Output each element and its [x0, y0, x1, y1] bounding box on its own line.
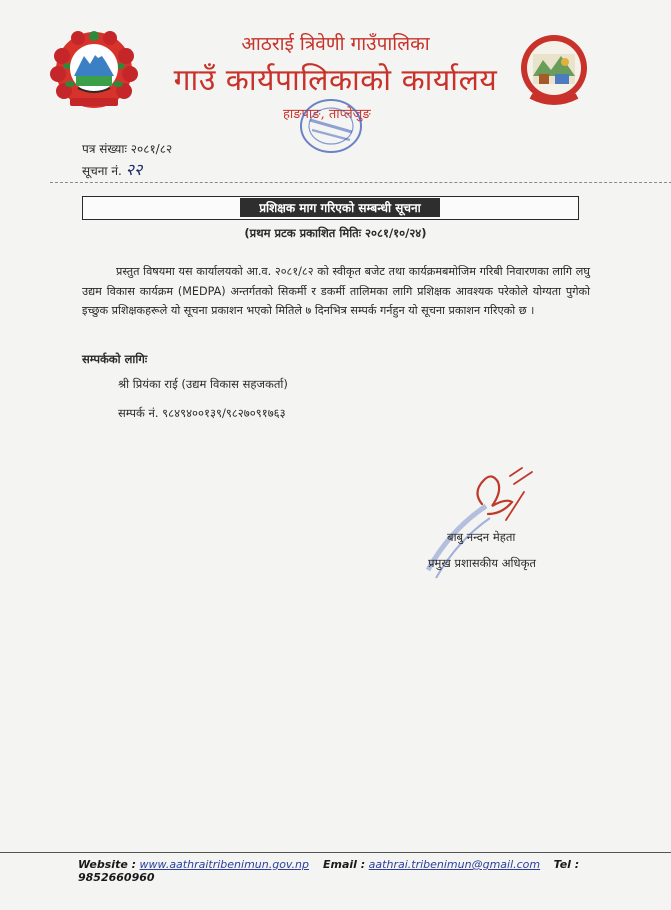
- notice-number: [82, 158, 142, 180]
- letter-number-label: पत्र संख्याः: [82, 142, 127, 156]
- telephone-number: 9852660960: [78, 871, 155, 884]
- rural-municipality-name: आठराई त्रिवेणी गाउँपालिका: [241, 33, 430, 55]
- contact-phone: सम्पर्क नं. ९८४९४००१३९/९८२७०९१७६३: [118, 406, 286, 420]
- signatory-name: बाबु नन्दन मेहता: [447, 530, 516, 544]
- email-link[interactable]: aathrai.tribenimun@gmail.com: [368, 858, 541, 871]
- notice-subject: प्रशिक्षक माग गरिएको सम्बन्धी सूचना: [259, 201, 421, 215]
- header-divider: [50, 182, 671, 183]
- contact-person: श्री प्रियंका राई (उद्यम विकास सहजकर्ता): [118, 377, 288, 391]
- signatory-title: प्रमुख प्रशासकीय अधिकृत: [428, 556, 536, 570]
- website-link[interactable]: www.aathraitribenimun.gov.np: [139, 858, 309, 871]
- website-label: Website :: [78, 858, 137, 871]
- footer-contact: [78, 858, 658, 884]
- publication-date-line: (प्रथम प्रटक प्रकाशित मितिः २०८१/१०/२४): [244, 226, 427, 240]
- office-location: हाङपाङ, ताप्लेजुङ: [283, 107, 371, 122]
- office-stamp-icon: [296, 96, 366, 156]
- letter-number-value: २०८१/८२: [130, 142, 173, 156]
- letter-number: [82, 140, 172, 157]
- email-label: Email :: [323, 858, 366, 871]
- footer-divider: [0, 852, 671, 853]
- telephone-label: Tel :: [553, 858, 580, 871]
- notice-number-label: सूचना नं.: [82, 164, 122, 178]
- notice-number-value: २२: [125, 160, 143, 179]
- contact-heading: सम्पर्कको लागिः: [82, 352, 148, 366]
- office-title: गाउँ कार्यपालिकाको कार्यालय: [173, 63, 498, 98]
- notice-body-paragraph: प्रस्तुत विषयमा यस कार्यालयको आ.व. २०८१/८२ को स्वीकृत बजेट तथा कार्यक्रमबमोजिम गरिबी निवारणका लागि लघु उद्यम विकास कार्यक्रम (MEDPA) अन्तर्गतको सिकर्मी र डकर्मी तालिमका लागि प्रशिक्षक आवश्यक परेकोले योग्यता पुगेको इच्छुक प्रशिक्षकहरूले यो सूचना प्रकाशन भएको मितिले ७ दिनभित्र सम्पर्क गर्नहुन यो सूचना प्रकाशन गरिएको छ ।: [82, 265, 590, 317]
